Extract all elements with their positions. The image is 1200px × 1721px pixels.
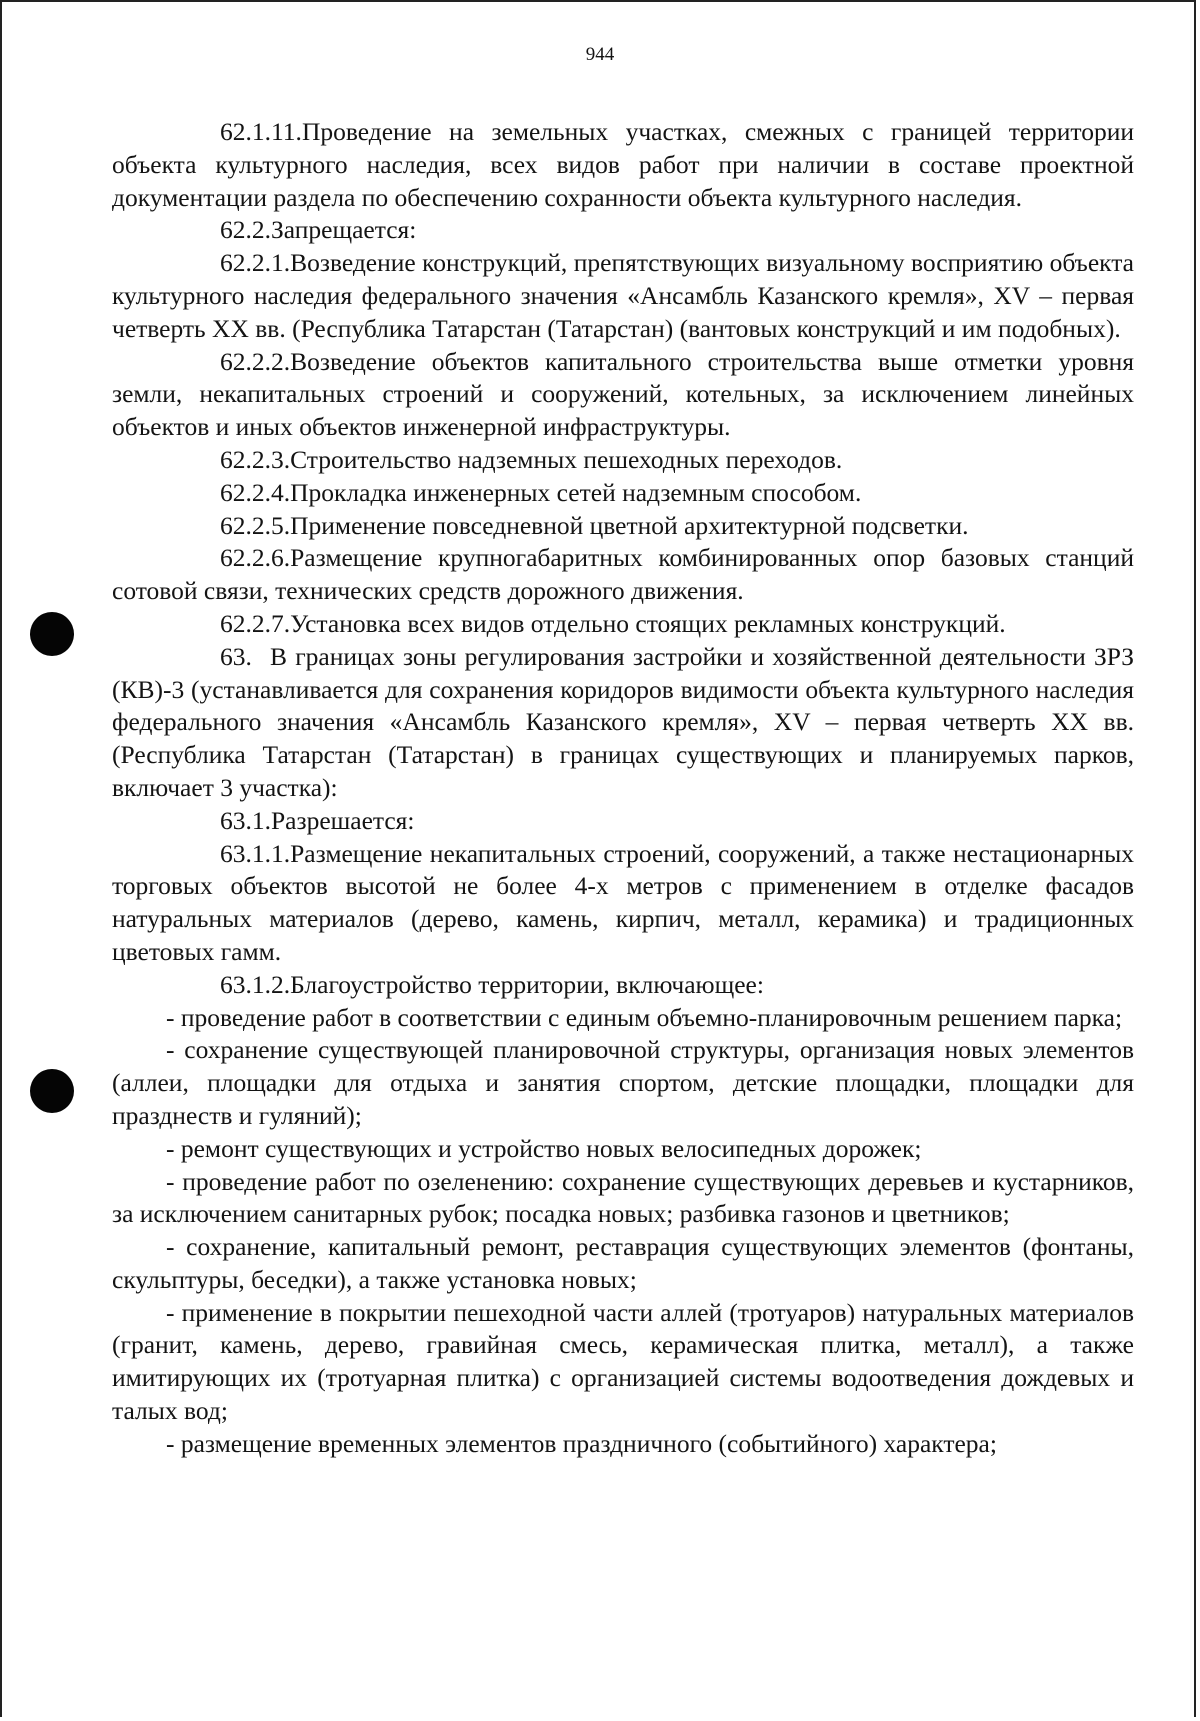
paragraph-62-2-4 bbox=[112, 477, 1134, 510]
paragraph-63-1-1 bbox=[112, 838, 1134, 969]
clause-text: Прокладка инженерных сетей надземным способом. bbox=[290, 477, 862, 507]
list-item: - применение в покрытии пешеходной части аллей (тротуаров) натуральных материалов (гранит, камень, дерево, гравийная смесь, керамическая плитка, металл), а также имитирующих их (тротуарная плитка) с организацией системы водоотведения дождевых и талых вод; bbox=[112, 1297, 1134, 1426]
clause-text: Проведение на земельных участках, смежных с границей территории объекта культурного наследия, всех видов работ при наличии в составе проектной документации раздела по обеспечению сохранности объекта культурного наследия. bbox=[112, 117, 1134, 212]
document-body bbox=[112, 116, 1134, 1461]
clause-number: 62.2.6. bbox=[220, 543, 291, 573]
paragraph-63-1-2 bbox=[112, 969, 1134, 1002]
paragraph-63-1 bbox=[112, 805, 1134, 838]
clause-number: 62.2.7. bbox=[220, 608, 291, 638]
list-item: - проведение работ в соответствии с единым объемно-планировочным решением парка; bbox=[166, 1002, 1123, 1032]
clause-text: Размещение крупногабаритных комбинированных опор базовых станций сотовой связи, технических средств дорожного движения. bbox=[112, 543, 1134, 606]
clause-text: Запрещается: bbox=[271, 215, 417, 245]
clause-number: 63.1. bbox=[220, 805, 271, 835]
paragraph-62-2-7 bbox=[112, 608, 1134, 641]
clause-text: Возведение объектов капитального строительства выше отметки уровня земли, некапитальных строений и сооружений, котельных, за исключением линейных объектов и иных объектов инженерной инфраструктуры. bbox=[112, 346, 1134, 442]
list-item: - ремонт существующих и устройство новых велосипедных дорожек; bbox=[166, 1133, 922, 1163]
paragraph-62-2-2 bbox=[112, 346, 1134, 444]
clause-text: В границах зоны регулирования застройки и хозяйственной деятельности ЗРЗ (КВ)-3 (устанавливается для сохранения коридоров видимости объекта культурного наследия федерального значения «Ансамбль Казанского кремля», XV – первая четверть XX вв. (Республика Татарстан (Татарстан) в границах существующих и планируемых парков, включает 3 участка): bbox=[112, 641, 1134, 802]
clause-number: 63.1.1. bbox=[220, 838, 291, 868]
clause-number: 62.2. bbox=[220, 215, 271, 245]
paragraph-62-1-11 bbox=[112, 116, 1134, 214]
page-number: 944 bbox=[585, 44, 615, 65]
list-item: - сохранение, капитальный ремонт, реставрация существующих элементов (фонтаны, скульптуры, беседки), а также установка новых; bbox=[112, 1232, 1134, 1294]
paragraph-63 bbox=[112, 641, 1134, 805]
paragraph-62-2-6 bbox=[112, 542, 1134, 608]
list-item: - сохранение существующей планировочной структуры, организация новых элементов (аллеи, площадки для отдыха и занятия спортом, детские площадки, площадки для празднеств и гуляний); bbox=[112, 1035, 1134, 1130]
clause-number: 63. bbox=[220, 641, 252, 671]
clause-text: Возведение конструкций, препятствующих визуальному восприятию объекта культурного наследия федерального значения «Ансамбль Казанского кремля», XV – первая четверть XX вв. (Республика Татарстан (Татарстан) (вантовых конструкций и им подобных). bbox=[112, 248, 1134, 343]
paragraph-62-2 bbox=[112, 214, 1134, 247]
clause-text: Применение повседневной цветной архитектурной подсветки. bbox=[290, 510, 969, 540]
clause-number: 62.2.2. bbox=[220, 346, 291, 376]
clause-number: 62.2.5. bbox=[220, 510, 291, 540]
clause-text: Благоустройство территории, включающее: bbox=[290, 969, 764, 999]
punch-hole bbox=[30, 612, 74, 656]
clause-number: 62.2.1. bbox=[220, 248, 291, 278]
clause-text: Установка всех видов отдельно стоящих рекламных конструкций. bbox=[290, 608, 1006, 638]
clause-number: 62.2.4. bbox=[220, 477, 291, 507]
list-item: - проведение работ по озеленению: сохранение существующих деревьев и кустарников, за исключением санитарных рубок; посадка новых; разбивка газонов и цветников; bbox=[112, 1166, 1134, 1229]
clause-number: 62.2.3. bbox=[220, 444, 291, 474]
clause-text: Размещение некапитальных строений, сооружений, а также нестационарных торговых объектов высотой не более 4-х метров с применением в отделке фасадов натуральных материалов (дерево, камень, кирпич, металл, керамика) и традиционных цветовых гамм. bbox=[112, 838, 1134, 966]
punch-hole bbox=[30, 1069, 74, 1113]
list-item: - размещение временных элементов праздничного (событийного) характера; bbox=[166, 1428, 997, 1458]
clause-number: 62.1.11. bbox=[220, 117, 302, 146]
clause-text: Разрешается: bbox=[271, 805, 415, 835]
paragraph-62-2-3 bbox=[112, 444, 1134, 477]
paragraph-62-2-1 bbox=[112, 247, 1134, 345]
paragraph-62-2-5 bbox=[112, 510, 1134, 543]
clause-number: 63.1.2. bbox=[220, 969, 291, 999]
clause-text: Строительство надземных пешеходных переходов. bbox=[290, 444, 843, 474]
